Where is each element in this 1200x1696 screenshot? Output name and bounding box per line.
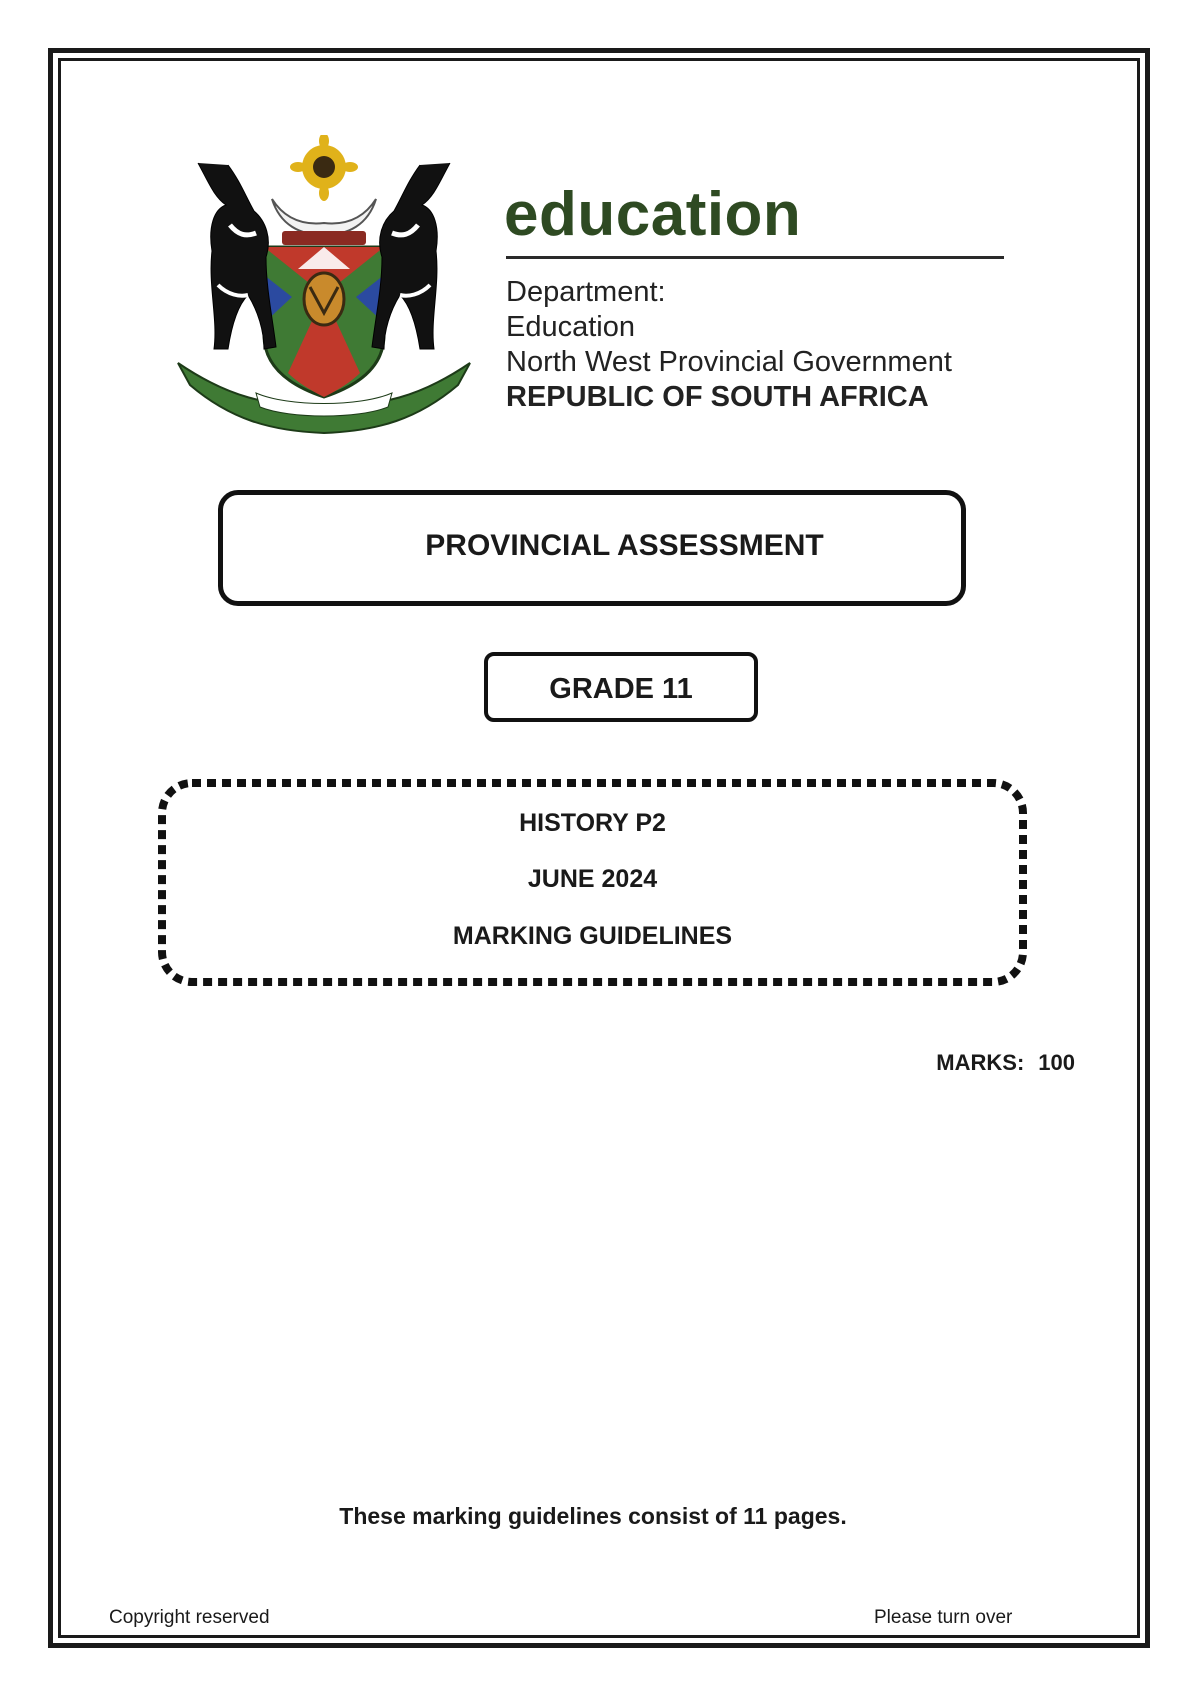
page-count-note: These marking guidelines consist of 11 pages.	[339, 1503, 847, 1529]
coat-of-arms-icon	[168, 135, 480, 437]
grade-label: GRADE 11	[549, 673, 693, 705]
department-line-3: North West Provincial Government	[506, 346, 952, 378]
assessment-title-box	[218, 490, 966, 606]
footer-turn-over: Please turn over	[874, 1607, 1013, 1628]
brand-word: education	[504, 180, 802, 249]
footer-copyright: Copyright reserved	[109, 1607, 270, 1628]
marks-label: MARKS:	[936, 1050, 1025, 1075]
marks-total	[936, 1052, 1075, 1074]
document-type: MARKING GUIDELINES	[452, 922, 733, 950]
exam-session: JUNE 2024	[527, 865, 658, 893]
marks-value: 100	[1038, 1050, 1075, 1075]
department-line-1: Department:	[506, 276, 666, 308]
brand-divider	[506, 256, 1004, 259]
subject-name: HISTORY P2	[519, 809, 666, 837]
country-name: REPUBLIC OF SOUTH AFRICA	[506, 381, 929, 413]
grade-box	[484, 652, 758, 722]
department-line-2: Education	[506, 311, 635, 343]
assessment-title: PROVINCIAL ASSESSMENT	[425, 529, 824, 562]
